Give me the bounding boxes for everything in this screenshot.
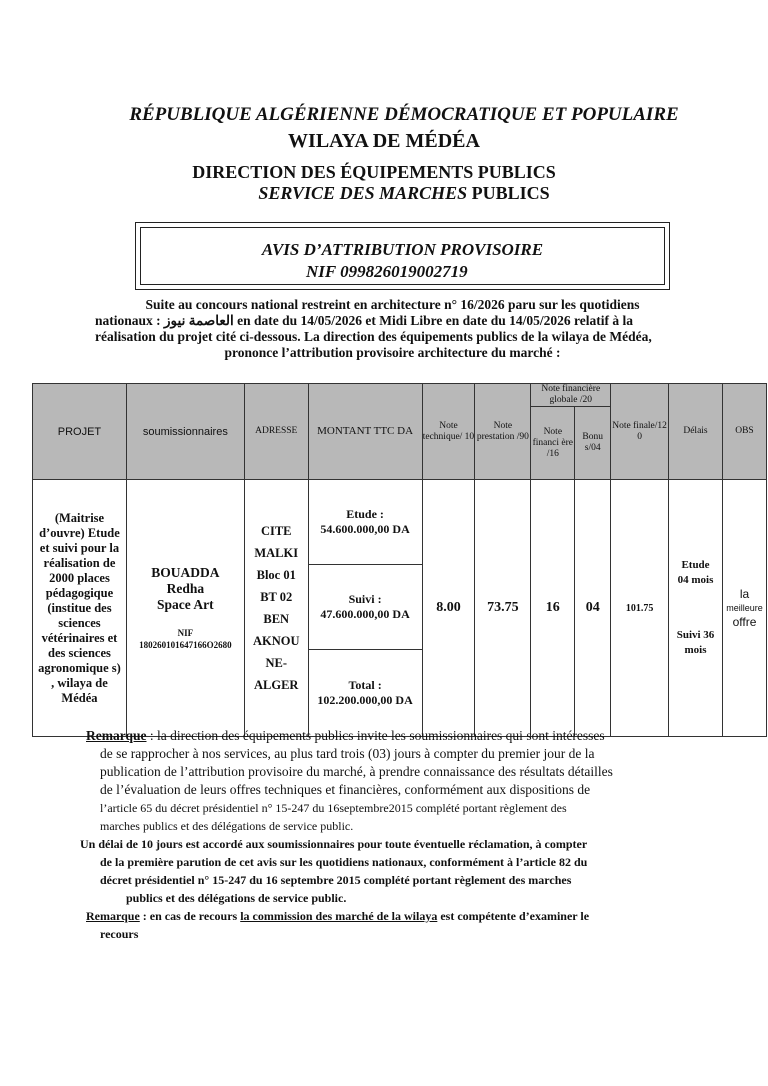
header-note-prestation: Note prestation /90 — [475, 384, 531, 480]
soumissionnaire-company: Space Art — [157, 597, 214, 612]
adresse-line: MALKI — [254, 546, 299, 560]
header-montant: MONTANT TTC DA — [308, 384, 422, 480]
header-obs: OBS — [722, 384, 766, 480]
header-projet: PROJET — [33, 384, 127, 480]
cell-montant-total — [308, 650, 422, 737]
remark-1-line: l’article 65 du décret présidentiel n° 15-247 du 16septembre2015 complété portant règlement des — [100, 801, 567, 815]
header-note-finale: Note finale/12 0 — [611, 384, 669, 480]
avis-nif: NIF 099826019002719 — [306, 262, 468, 281]
adresse-line: Bloc 01 — [256, 568, 296, 582]
remark-2-line: Un délai de 10 jours est accordé aux soumissionnaires pour toute éventuelle réclamation, à compter — [80, 837, 588, 851]
title-frame-inner — [140, 227, 665, 285]
intro-line: prononce l’attribution provisoire architecture du marché : — [224, 345, 561, 360]
remark-3-first-line — [86, 907, 706, 925]
header-service-rest: PUBLICS — [467, 183, 550, 203]
intro-line: réalisation du projet cité ci-dessous. La direction des équipements publics de la wilaya de Médéa, — [95, 329, 652, 344]
header-bonus: Bonu s/04 — [575, 407, 611, 480]
soumissionnaire-firstname: Redha — [166, 581, 205, 596]
cell-note-finale: 101.75 — [611, 480, 669, 737]
cell-soumissionnaire — [126, 480, 244, 737]
cell-montant-suivi — [308, 565, 422, 650]
delai-suivi: Suivi 36 mois — [676, 629, 715, 656]
attribution-table — [32, 383, 767, 737]
remark-1-text: : la direction des équipements publics invite les soumissionnaires qui sont intéresses — [146, 728, 605, 743]
remark-1-label: Remarque — [86, 728, 147, 743]
intro-line: Suite au concours national restreint en architecture n° 16/2026 paru sur les quotidiens — [145, 297, 640, 312]
remark-1-line: de l’évaluation de leurs offres techniques et financières, conformément aux dispositions de — [100, 782, 591, 797]
remark-3-underlined: la commission des marché de la wilaya — [240, 909, 438, 923]
remark-2-line: publics et des délégations de service public. — [126, 891, 347, 905]
montant-total-value: 102.200.000,00 DA — [317, 693, 413, 707]
remark-1-first-line — [86, 727, 706, 745]
cell-montant-etude — [308, 480, 422, 565]
remark-3-text: : en cas de recours — [139, 909, 241, 923]
header-republic: RÉPUBLIQUE ALGÉRIENNE DÉMOCRATIQUE ET POPULAIRE — [129, 104, 679, 125]
avis-title: AVIS D’ATTRIBUTION PROVISOIRE — [261, 240, 544, 259]
header-wilaya: WILAYA DE MÉDÉA — [288, 130, 480, 152]
adresse-line: BT 02 — [260, 590, 293, 604]
montant-etude-value: 54.600.000,00 DA — [320, 522, 410, 536]
header-service-italic: SERVICE DES MARCHES — [258, 183, 468, 203]
header-delais: Délais — [669, 384, 723, 480]
cell-delais — [669, 480, 723, 737]
remark-1-line: marches publics et des délégations de service public. — [100, 819, 354, 833]
remark-3-line: recours — [100, 927, 139, 941]
cell-adresse — [244, 480, 308, 737]
cell-note-technique: 8.00 — [422, 480, 475, 737]
montant-suivi-value: 47.600.000,00 DA — [320, 607, 410, 621]
delai-etude: Etude 04 mois — [677, 559, 714, 586]
remark-3-text-end: est compétente d’examiner le — [437, 909, 590, 923]
adresse-line: BEN — [263, 612, 290, 626]
title-frame — [135, 222, 670, 290]
soumissionnaire-nif: 180260101647166O2680 — [139, 640, 232, 650]
montant-etude-label: Etude : — [346, 507, 384, 521]
cell-note-prestation: 73.75 — [475, 480, 531, 737]
intro-paragraph — [95, 297, 690, 361]
header-adresse: ADRESSE — [244, 384, 308, 480]
cell-bonus: 04 — [575, 480, 611, 737]
cell-obs — [722, 480, 766, 737]
adresse-line: NE- — [265, 656, 287, 670]
remark-3-label: Remarque — [86, 909, 140, 923]
soumissionnaire-nif-label: NIF — [177, 628, 194, 638]
remark-2-line: de la première parution de cet avis sur les quotidiens nationaux, conformément à l’article 82 du — [100, 855, 588, 869]
header-soumissionnaires: soumissionnaires — [126, 384, 244, 480]
intro-line: nationaux : العاصمة نيوز en date du 14/05/2026 et Midi Libre en date du 14/05/2026 relatif à la — [95, 313, 633, 328]
header-note-financiere-globale: Note financière globale /20 — [531, 384, 611, 407]
montant-suivi-label: Suivi : — [348, 592, 382, 606]
soumissionnaire-name: BOUADDA — [151, 565, 220, 580]
remark-2-line: décret présidentiel n° 15-247 du 16 septembre 2015 complété portant règlement des marches — [100, 873, 572, 887]
adresse-line: AKNOU — [252, 634, 300, 648]
montant-total-label: Total : — [348, 678, 382, 692]
remark-1-line: publication de l’attribution provisoire du marché, à prendre connaissance des résultats détailles — [100, 764, 613, 779]
header-note-technique: Note technique/ 10 — [422, 384, 475, 480]
obs-line: meilleure — [726, 603, 763, 613]
adresse-line: CITE — [260, 524, 292, 538]
obs-line: offre — [732, 615, 757, 629]
header-direction: DIRECTION DES ÉQUIPEMENTS PUBLICS — [192, 162, 556, 182]
adresse-line: ALGER — [254, 678, 299, 692]
cell-note-financiere: 16 — [531, 480, 575, 737]
header-note-financiere: Note financi ère /16 — [531, 407, 575, 480]
obs-line: la — [739, 587, 750, 601]
cell-projet: (Maitrise d’ouvre) Etude et suivi pour la réalisation de 2000 places pédagogique (institue des sciences vétérinaires et des sciences agronomique s) , wilaya de Médéa — [33, 480, 127, 737]
remark-1-line: de se rapprocher à nos services, au plus tard trois (03) jours à compter du premier jour de la — [100, 746, 595, 761]
header-service — [20, 183, 768, 204]
remarks-section — [80, 727, 706, 943]
